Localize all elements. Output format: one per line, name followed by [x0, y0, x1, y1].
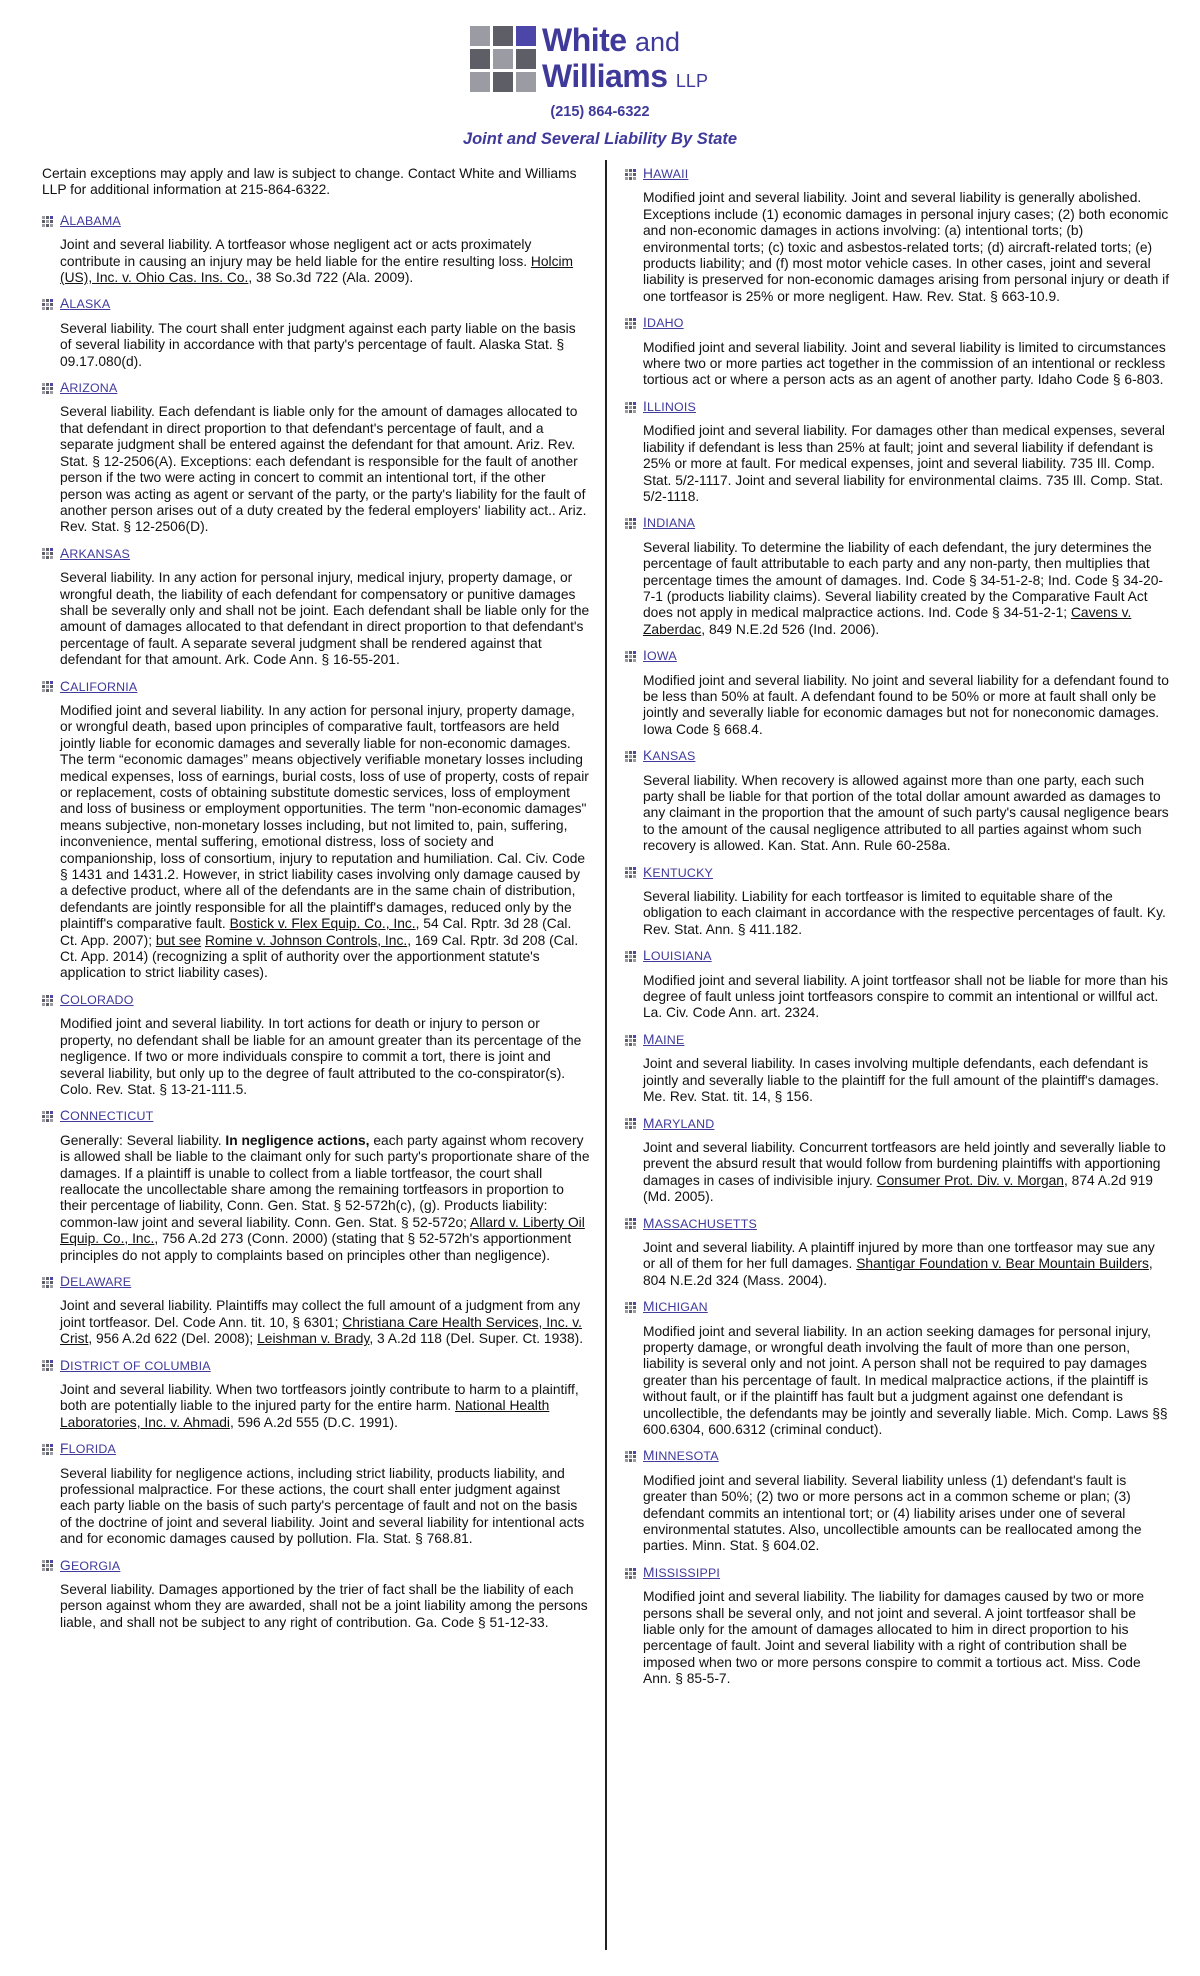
state-heading — [42, 1108, 590, 1124]
case-citation: Shantigar Foundation v. Bear Mountain Builders — [856, 1256, 1149, 1272]
state-section-delaware — [42, 1274, 590, 1348]
case-citation: Christiana Care Health Services, Inc. v. Crist — [60, 1314, 582, 1347]
bullet-squares-icon — [42, 995, 53, 1006]
bullet-squares-icon — [625, 951, 636, 962]
state-summary — [643, 673, 1170, 739]
summary-text: , 804 N.E.2d 324 (Mass. 2004). — [643, 1256, 1153, 1288]
column-divider — [605, 160, 607, 1950]
state-summary — [643, 190, 1170, 305]
document-header — [0, 0, 1200, 165]
state-heading-link[interactable]: IDAHO — [643, 315, 684, 331]
state-heading-link[interactable]: GEORGIA — [60, 1557, 121, 1573]
case-citation: Allard v. Liberty Oil Equip. Co., Inc. — [60, 1214, 585, 1247]
bullet-squares-icon — [625, 1035, 636, 1046]
state-section-colorado — [42, 992, 590, 1098]
state-section-alaska — [42, 296, 590, 370]
summary-text: Several liability for negligence actions, including strict liability, products liability, and professional malpractice. For these actions, the court shall enter judgment against each party liable on the basis of such party's percentage of fault and not on the basis of the doctrine of joint and several liability. Joint and several liability for intentional acts and for economic damages caused by pollution. Fla. Stat. § 768.81. — [60, 1465, 585, 1547]
state-section-connecticut — [42, 1108, 590, 1264]
state-summary — [643, 340, 1170, 389]
bullet-squares-icon — [625, 751, 636, 762]
state-section-indiana — [625, 515, 1170, 638]
case-citation: Bostick v. Flex Equip. Co., Inc. — [229, 916, 416, 932]
bullet-squares-icon — [42, 681, 53, 692]
state-summary — [643, 1324, 1170, 1439]
state-heading-link[interactable]: ARIZONA — [60, 380, 118, 396]
logo-word-llp: LLP — [675, 71, 708, 91]
state-heading-link[interactable]: INDIANA — [643, 515, 696, 531]
bullet-squares-icon — [42, 1444, 53, 1455]
state-heading — [625, 948, 1170, 964]
summary-text: Generally: Several liability. — [60, 1132, 226, 1148]
state-heading-link[interactable]: KENTUCKY — [643, 864, 714, 880]
state-summary — [60, 321, 590, 370]
summary-text: Several liability. In any action for personal injury, medical injury, property damage, or wrongful death, the liability of each defendant for compensatory or punitive damages shall be severally only and shall not be joint. Each defendant shall be liable only for the amount of damages allocated to that defendant in direct proportion to that defendant's percentage of fault. A separate several judgment shall be rendered against that defendant for that amount. Ark. Code Ann. § 16-55-201. — [60, 570, 590, 668]
state-summary — [60, 1466, 590, 1548]
summary-text: Modified joint and several liability. A joint tortfeasor shall not be liable for more than his degree of fault unless joint tortfeasors conspire to commit an intentional or willful act. La. Civ. Code Ann. art. 2324. — [643, 972, 1169, 1021]
state-section-minnesota — [625, 1448, 1170, 1554]
state-section-maine — [625, 1032, 1170, 1106]
logo-word-williams: Williams — [542, 58, 668, 94]
state-heading — [625, 748, 1170, 764]
state-section-arizona — [42, 380, 590, 536]
firm-logo — [470, 22, 742, 94]
state-section-michigan — [625, 1299, 1170, 1438]
summary-text: Modified joint and several liability. For damages other than medical expenses, several liability if defendant is less than 25% at fault; joint and several liability if defendant is 25% or more at fault. For medical expenses, joint and several liability. 735 Ill. Comp. Stat. 5/2-1117. Joint and several liability for environmental claims. 735 Ill. Comp. Stat. 5/2-1118. — [643, 423, 1165, 504]
state-heading-link[interactable]: MICHIGAN — [643, 1299, 708, 1315]
state-heading — [42, 546, 590, 562]
state-section-district-of-columbia — [42, 1358, 590, 1432]
bullet-squares-icon — [42, 1277, 53, 1288]
state-heading — [625, 515, 1170, 531]
state-summary — [60, 1016, 590, 1098]
summary-text: Modified joint and several liability. In an action seeking damages for personal injury, property damage, or wrongful death involving the fault of more than one person, liability is several only and not joint. A person shall not be required to pay damages greater than his percentage of fault. In medical malpractice actions, if the plaintiff is without fault, or if the plaintiff has fault but a judgment against one defendant is uncollectible, the defendants may be jointly and severally liable. Mich. Comp. Laws §§ 600.6304, 600.6312 (criminal conduct). — [643, 1323, 1168, 1437]
bullet-squares-icon — [625, 318, 636, 329]
bullet-squares-icon — [625, 867, 636, 878]
logo-wordmark — [542, 22, 708, 97]
bullet-squares-icon — [625, 1218, 636, 1229]
summary-text: , 756 A.2d 273 (Conn. 2000) (stating that § 52-572h's apportionment principles do not apply to complaints based on principles other than negligence). — [60, 1231, 572, 1263]
case-citation: Leishman v. Brady — [257, 1331, 370, 1347]
state-section-illinois — [625, 399, 1170, 505]
summary-text: Joint and several liability. Plaintiffs may collect the full amount of a judgment from any joint tortfeasor. Del. Code Ann. tit. 10, § 6301; — [60, 1298, 581, 1330]
state-summary — [60, 703, 590, 982]
state-heading-link[interactable]: MINNESOTA — [643, 1448, 719, 1464]
state-summary — [643, 423, 1170, 505]
state-heading — [625, 1216, 1170, 1232]
state-heading-link[interactable]: HAWAII — [643, 166, 689, 181]
state-heading — [625, 1565, 1170, 1581]
state-heading-link[interactable]: COLORADO — [60, 991, 134, 1007]
case-citation: Romine v. Johnson Controls, Inc. — [204, 932, 408, 948]
state-heading — [42, 1441, 590, 1457]
bullet-squares-icon — [42, 1560, 53, 1571]
bullet-squares-icon — [625, 169, 636, 180]
state-summary — [60, 1382, 590, 1431]
state-section-california — [42, 679, 590, 982]
page-title: Joint and Several Liability By State — [462, 130, 738, 148]
state-heading — [42, 679, 590, 695]
summary-text: Modified joint and several liability. Joint and several liability is generally abolished. Exceptions include (1) economic damages in personal injury cases; (2) both economic and non-economic damages in actions involving: (a) intentional torts; (b) environmental torts; (c) toxic and asbestos-related torts; (d) aircraft-related torts; (e) products liability; and (f) most motor vehicle cases. In other cases, joint and several liability is preserved for non-economic damages arising from personal injury or death if one tortfeasor is 25% or more negligent. Haw. Rev. Stat. § 663-10.9. — [643, 190, 1170, 304]
summary-text: , 596 A.2d 555 (D.C. 1991). — [230, 1414, 398, 1430]
state-heading-link[interactable]: FLORIDA — [60, 1441, 116, 1457]
state-section-maryland — [625, 1116, 1170, 1206]
state-heading-link[interactable]: MAINE — [643, 1031, 685, 1047]
bullet-squares-icon — [625, 1568, 636, 1579]
summary-text: Several liability. The court shall enter judgment against each party liable on the basis of several liability in accordance with that party's percentage of fault. Alaska Stat. § 09.17.080(d). — [60, 320, 576, 369]
bullet-squares-icon — [625, 651, 636, 662]
bullet-squares-icon — [625, 1302, 636, 1313]
state-heading-link[interactable]: ALASKA — [60, 296, 111, 312]
state-heading — [625, 1116, 1170, 1132]
state-summary — [643, 973, 1170, 1022]
summary-text: , 3 A.2d 118 (Del. Super. Ct. 1938). — [369, 1331, 584, 1347]
case-citation: National Health Laboratories, Inc. v. Ahmadi — [60, 1398, 550, 1430]
summary-text: Modified joint and several liability. The liability for damages caused by two or more persons shall be several only, and not joint and several. A joint tortfeasor shall be liable only for the amount of damages allocated to him in direct proportion to his percentage of fault. Joint and several liability with a right of contribution shall be imposed when two or more persons conspire to commit a tortious act. Miss. Code Ann. § 85-5-7. — [643, 1589, 1145, 1687]
left-column — [42, 166, 590, 1641]
state-summary — [643, 1240, 1170, 1289]
state-heading — [625, 1032, 1170, 1048]
summary-text: Joint and several liability. Concurrent tortfeasors are held jointly and severally liable to prevent the absurd result that would follow from burdening plaintiffs with apportioning damages in cases of indivisible injury. — [643, 1139, 1166, 1188]
state-heading-link[interactable]: MARYLAND — [643, 1115, 715, 1131]
summary-text: , 874 A.2d 919 (Md. 2005). — [643, 1172, 1153, 1205]
state-heading — [42, 1358, 590, 1374]
state-summary — [60, 1298, 590, 1347]
state-heading-link[interactable]: CONNECTICUT — [60, 1108, 154, 1124]
state-section-idaho — [625, 315, 1170, 389]
bullet-squares-icon — [42, 1111, 53, 1122]
bullet-squares-icon — [42, 1360, 53, 1371]
state-heading — [42, 1558, 590, 1574]
summary-text: Joint and several liability. A plaintiff injured by more than one tortfeasor may sue any or all of them for her full damages. — [643, 1239, 1155, 1272]
state-summary — [60, 237, 590, 286]
summary-text: Joint and several liability. In cases involving multiple defendants, each defendant is jointly and severally liable to the plaintiff for the full amount of the plaintiff's damages. Me. Rev. Stat. tit. 14, § 156. — [643, 1056, 1159, 1105]
state-heading — [625, 399, 1170, 415]
bullet-squares-icon — [625, 1118, 636, 1129]
state-summary — [643, 1473, 1170, 1555]
summary-text: each party against whom recovery is allowed shall be liable to the claimant only for such party's proportionate share of the damages. If a plaintiff is unable to collect from a liable tortfeasor, the court shall reallocate the uncollectable share among the remaining tortfeasors in proportion to their percentage of liability, Conn. Gen. Stat. § 52-572h(c), (g). Products liability: common-law joint and several liability. Conn. Gen. Stat. § 52-572o; — [60, 1132, 590, 1230]
state-section-mississippi — [625, 1565, 1170, 1688]
summary-text: Joint and several liability. When two tortfeasors jointly contribute to harm to a plaintiff, both are potentially liable to the injured party for the entire harm. — [60, 1382, 579, 1414]
state-section-louisiana — [625, 948, 1170, 1022]
state-heading-link[interactable]: DISTRICT OF COLUMBIA — [60, 1357, 211, 1373]
case-citation: Cavens v. Zaberdac — [643, 605, 1132, 637]
summary-text: Modified joint and several liability. Joint and several liability is limited to circumstances where two or more parties act together in the commission of an intentional or reckless tortious act or where a person acts as an agent of another party. Idaho Code § 6-803. — [643, 339, 1166, 388]
state-heading-link[interactable]: MISSISSIPPI — [643, 1564, 721, 1580]
bullet-squares-icon — [42, 548, 53, 559]
state-section-kansas — [625, 748, 1170, 854]
case-citation: but see — [155, 932, 202, 948]
state-heading-link[interactable]: ILLINOIS — [643, 398, 696, 414]
state-heading-link[interactable]: IOWA — [643, 648, 677, 664]
state-summary — [643, 540, 1170, 638]
state-heading-link[interactable]: ALABAMA — [60, 212, 121, 228]
state-section-arkansas — [42, 546, 590, 669]
state-heading — [625, 315, 1170, 331]
bullet-squares-icon — [42, 216, 53, 227]
summary-text: Modified joint and several liability. No joint and several liability for a defendant found to be less than 50% at fault. A defendant found to be 50% or more at fault shall only be jointly and severally liable for economic damages but not for noneconomic damages. Iowa Code § 668.4. — [643, 672, 1169, 737]
summary-text: Joint and several liability. A tortfeasor whose negligent act or acts proximately contribute in causing an injury may be held liable for the entire resulting loss. — [60, 237, 532, 269]
summary-text: Several liability. Each defendant is liable only for the amount of damages allocated to that defendant in direct proportion to that defendant's percentage of fault, and a separate judgment shall be entered against the defendant for that amount. Ariz. Rev. Stat. § 12-2506(A). Exceptions: each defendant is responsible for the fault of another person if the two were acting in concert to commit an intentional tort, if the other person was acting as agent or servant of the party, or the party's liability for the fault of another person arises out of a duty created by the federal employers' liability act.. Ariz. Rev. Stat. § 12-2506(D). — [60, 404, 587, 535]
state-heading — [42, 380, 590, 396]
state-heading-link[interactable]: MASSACHUSETTS — [643, 1215, 757, 1231]
emphasis-text: In negligence actions, — [225, 1132, 370, 1148]
state-heading-link[interactable]: ARKANSAS — [60, 545, 131, 561]
intro-text: Certain exceptions may apply and law is subject to change. Contact White and Williams LLP for additional information at 215-864-6322. — [42, 166, 577, 198]
summary-text: , 38 So.3d 722 (Ala. 2009). — [248, 270, 414, 286]
state-summary — [643, 1140, 1170, 1206]
summary-text: Several liability. When recovery is allowed against more than one party, each such party shall be liable for that portion of the total dollar amount awarded as damages to any claimant in the proportion that the amount of such party's causal negligence bears to the amount of the causal negligence attributed to all parties against whom such recovery is allowed. Kan. Stat. Ann. Rule 60-258a. — [643, 772, 1169, 854]
state-section-georgia — [42, 1558, 590, 1632]
state-heading-link[interactable]: CALIFORNIA — [60, 678, 138, 694]
state-heading — [625, 166, 1170, 182]
summary-text: Modified joint and several liability. In tort actions for death or injury to person or property, no defendant shall be liable for an amount greater than its percentage of the negligence. If two or more individuals conspire to commit a tort, there is joint and several liability, but only up to the degree of fault attributed to the co-conspirator(s). Colo. Rev. Stat. § 13-21-111.5. — [60, 1016, 582, 1097]
summary-text: , 169 Cal. Rptr. 3d 208 (Cal. Ct. App. 2014) (recognizing a split of authority over the apportionment statute's application to strict liability cases). — [60, 932, 579, 981]
state-summary — [60, 1582, 590, 1631]
state-section-iowa — [625, 648, 1170, 738]
state-summary — [60, 570, 590, 668]
state-section-massachusetts — [625, 1216, 1170, 1290]
summary-text: Several liability. To determine the liability of each defendant, the jury determines the percentage of fault attributable to each party and any non-party, then multiplies that percentage times the amount of damages. Ind. Code § 34-51-2-8; Ind. Code § 34-20-7-1 (products liability claims). Several liability created by the Comparative Fault Act does not apply in medical malpractice actions. Ind. Code § 34-51-2-1; — [643, 539, 1164, 621]
state-section-alabama — [42, 213, 590, 287]
state-heading — [42, 992, 590, 1008]
summary-text: Modified joint and several liability. In any action for personal injury, property damage, or wrongful death, based upon principles of comparative fault, tortfeasors are held jointly liable for economic damages and severally liable for non-economic damages. The term “economic damages” means objectively verifiable monetary losses including medical expenses, loss of earnings, burial costs, loss of use of property, costs of repair or replacement, costs of obtaining substitute domestic services, loss of employment and loss of business or employment opportunities. The term "non-economic damages" means subjective, non-monetary losses including, but not limited to, pain, suffering, inconvenience, mental suffering, emotional distress, loss of society and companionship, loss of consortium, injury to reputation and humiliation. Cal. Civ. Code § 1431 and 1431.2. However, in strict liability cases involving only damage caused by a defective product, where all of the defendants are in the same chain of distribution, defendants are jointly responsible for all the plaintiff's damages, reduced only by the plaintiff's comparative fault. — [60, 702, 589, 932]
state-heading — [42, 1274, 590, 1290]
state-heading-link[interactable]: LOUISIANA — [643, 948, 712, 964]
state-summary — [643, 889, 1170, 938]
bullet-squares-icon — [625, 1451, 636, 1462]
logo-word-white: White — [542, 22, 627, 58]
state-heading-link[interactable]: KANSAS — [643, 748, 696, 764]
state-heading — [625, 1448, 1170, 1464]
bullet-squares-icon — [42, 299, 53, 310]
summary-text: , 54 Cal. Rptr. 3d 28 (Cal. Ct. App. 2007); — [60, 916, 572, 948]
state-heading — [625, 648, 1170, 664]
summary-text: , 956 A.2d 622 (Del. 2008); — [88, 1331, 258, 1347]
right-column — [625, 166, 1170, 1698]
state-section-hawaii — [625, 166, 1170, 305]
summary-text: Modified joint and several liability. Several liability unless (1) defendant's fault is greater than 50%; (2) two or more persons act in a common scheme or plan; (3) defendant commits an intentional tort; or (4) liability arises under one of several environmental statutes. Also, uncollectible amounts can be reallocated among the parties. Minn. Stat. § 604.02. — [643, 1472, 1142, 1554]
bullet-squares-icon — [625, 518, 636, 529]
case-citation: Holcim (US), Inc. v. Ohio Cas. Ins. Co. — [60, 253, 574, 286]
state-summary — [643, 1056, 1170, 1105]
state-heading — [625, 1299, 1170, 1315]
state-section-florida — [42, 1441, 590, 1547]
state-summary — [60, 1133, 590, 1264]
bullet-squares-icon — [625, 402, 636, 413]
summary-text: , 849 N.E.2d 526 (Ind. 2006). — [701, 621, 880, 637]
phone-number: (215) 864-6322 — [550, 104, 650, 120]
state-summary — [643, 1589, 1170, 1687]
summary-text: Several liability. Liability for each tortfeasor is limited to equitable share of the obligation to each claimant in accordance with the respective percentages of fault. Ky. Rev. Stat. Ann. § 411.182. — [643, 889, 1166, 937]
state-summary — [60, 404, 590, 535]
state-heading — [42, 296, 590, 312]
case-citation: Consumer Prot. Div. v. Morgan — [876, 1172, 1064, 1188]
state-heading-link[interactable]: DELAWARE — [60, 1273, 132, 1289]
summary-text: Several liability. Damages apportioned by the trier of fact shall be the liability of each person against whom they are awarded, shall not be a joint liability among the persons liable, and shall not be subject to any right of contribution. Ga. Code § 51-12-33. — [60, 1582, 588, 1630]
state-section-kentucky — [625, 865, 1170, 939]
logo-word-and: and — [634, 27, 681, 57]
bullet-squares-icon — [42, 383, 53, 394]
state-summary — [643, 773, 1170, 855]
state-heading — [625, 865, 1170, 881]
logo-squares-icon — [470, 26, 536, 92]
state-heading — [42, 213, 590, 229]
